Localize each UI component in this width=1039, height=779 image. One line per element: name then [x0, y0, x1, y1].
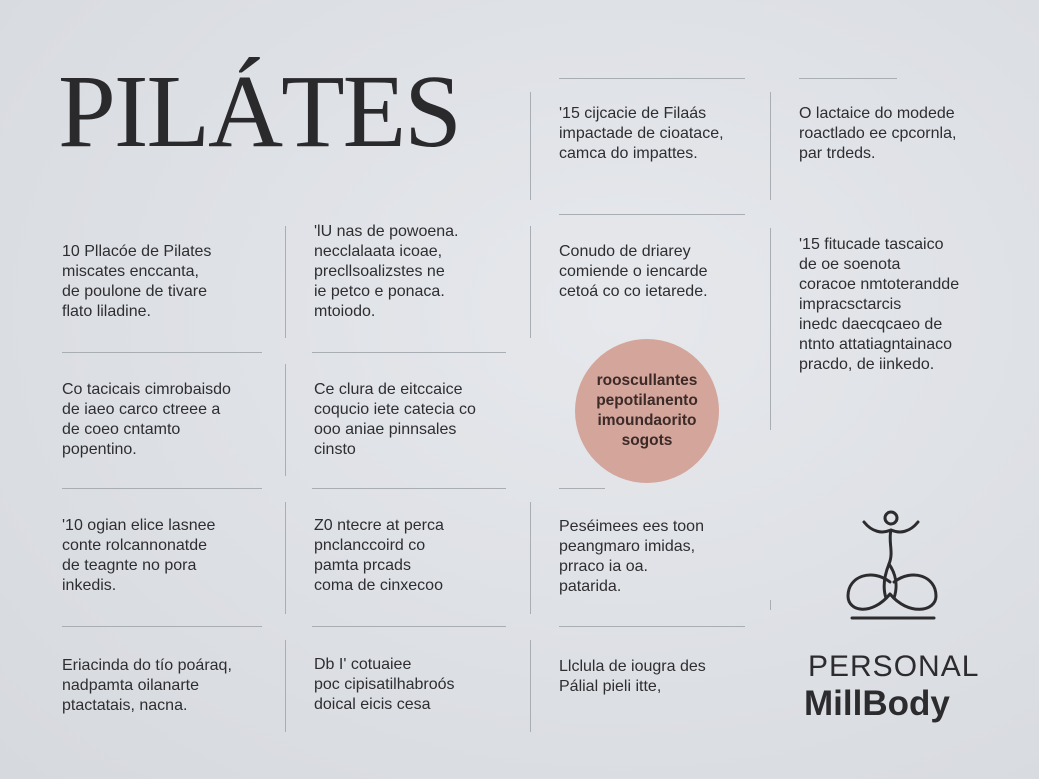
divider: [312, 352, 506, 353]
divider: [559, 78, 745, 79]
text-block: '15 cijcacie de Filaás impactade de cioatace, camca do impattes.: [559, 105, 724, 162]
text-block: O lactaice do modede roactlado ee cpcornla, par trdeds.: [799, 105, 957, 162]
divider: [312, 488, 506, 489]
divider: [559, 488, 605, 489]
divider: [62, 626, 262, 627]
divider: [312, 626, 506, 627]
highlight-text: rooscullantes pepotilanento imoundaorito sogots: [596, 372, 698, 449]
text-block: Conudo de driarey comiende o iencarde cetoá co co ietarede.: [559, 243, 708, 300]
column-divider: [770, 228, 771, 430]
column-divider: [770, 600, 771, 610]
column-divider: [285, 226, 286, 338]
brand-line-personal: PERSONAL: [808, 650, 980, 683]
column-divider: [285, 502, 286, 614]
brand-name: MillBody: [804, 684, 950, 723]
column-divider: [530, 640, 531, 732]
text-block: Eriacinda do tío poáraq, nadpamta oilanarte ptactatais, nacna.: [62, 657, 232, 714]
text-block: '10 ogian elice lasnee conte rolcannonatde de teagnte no pora inkedis.: [62, 517, 216, 594]
text-block: Db I' cotuaiee poc cipisatilhabroós doical eicis cesa: [314, 656, 455, 713]
pilates-figure-icon: [842, 508, 942, 624]
column-divider: [530, 226, 531, 338]
page-title: PILÁTES: [58, 54, 460, 169]
text-block: Co tacicais cimrobaisdo de iaeo carco ctreee a de coeo cntamto popentino.: [62, 381, 231, 458]
divider: [559, 626, 745, 627]
column-divider: [770, 92, 771, 200]
column-divider: [530, 502, 531, 614]
divider: [799, 78, 897, 79]
column-divider: [285, 364, 286, 476]
column-divider: [285, 640, 286, 732]
divider: [559, 214, 745, 215]
divider: [62, 352, 262, 353]
text-block: Peséimees ees toon peangmaro imidas, prraco ia oa. patarida.: [559, 518, 704, 595]
text-block: Z0 ntecre at perca pnclanccoird co pamta prcads coma de cinxecoo: [314, 517, 444, 594]
column-divider: [530, 92, 531, 200]
text-block: Llclula de iougra des Pálial pieli itte,: [559, 658, 706, 695]
text-block: 'lU nas de powoena. necclalaata icoae, precllsoalizstes ne ie petco e ponaca. mtoiodo.: [314, 223, 459, 320]
text-block: '15 fitucade tascaico de oe soenota coracoe nmtoterandde impracsctarcis inedc daecqcaeo de ntnto attatiagntainaco pracdo, de iinkedo.: [799, 236, 960, 373]
text-block: 10 Pllacóe de Pilates miscates enccanta, de poulone de tivare flato liladine.: [62, 243, 212, 320]
highlight-circle: [575, 339, 719, 483]
divider: [62, 488, 262, 489]
text-block: Ce clura de eitccaice coqucio iete catecia co ooo aniae pinnsales cinsto: [314, 381, 476, 458]
